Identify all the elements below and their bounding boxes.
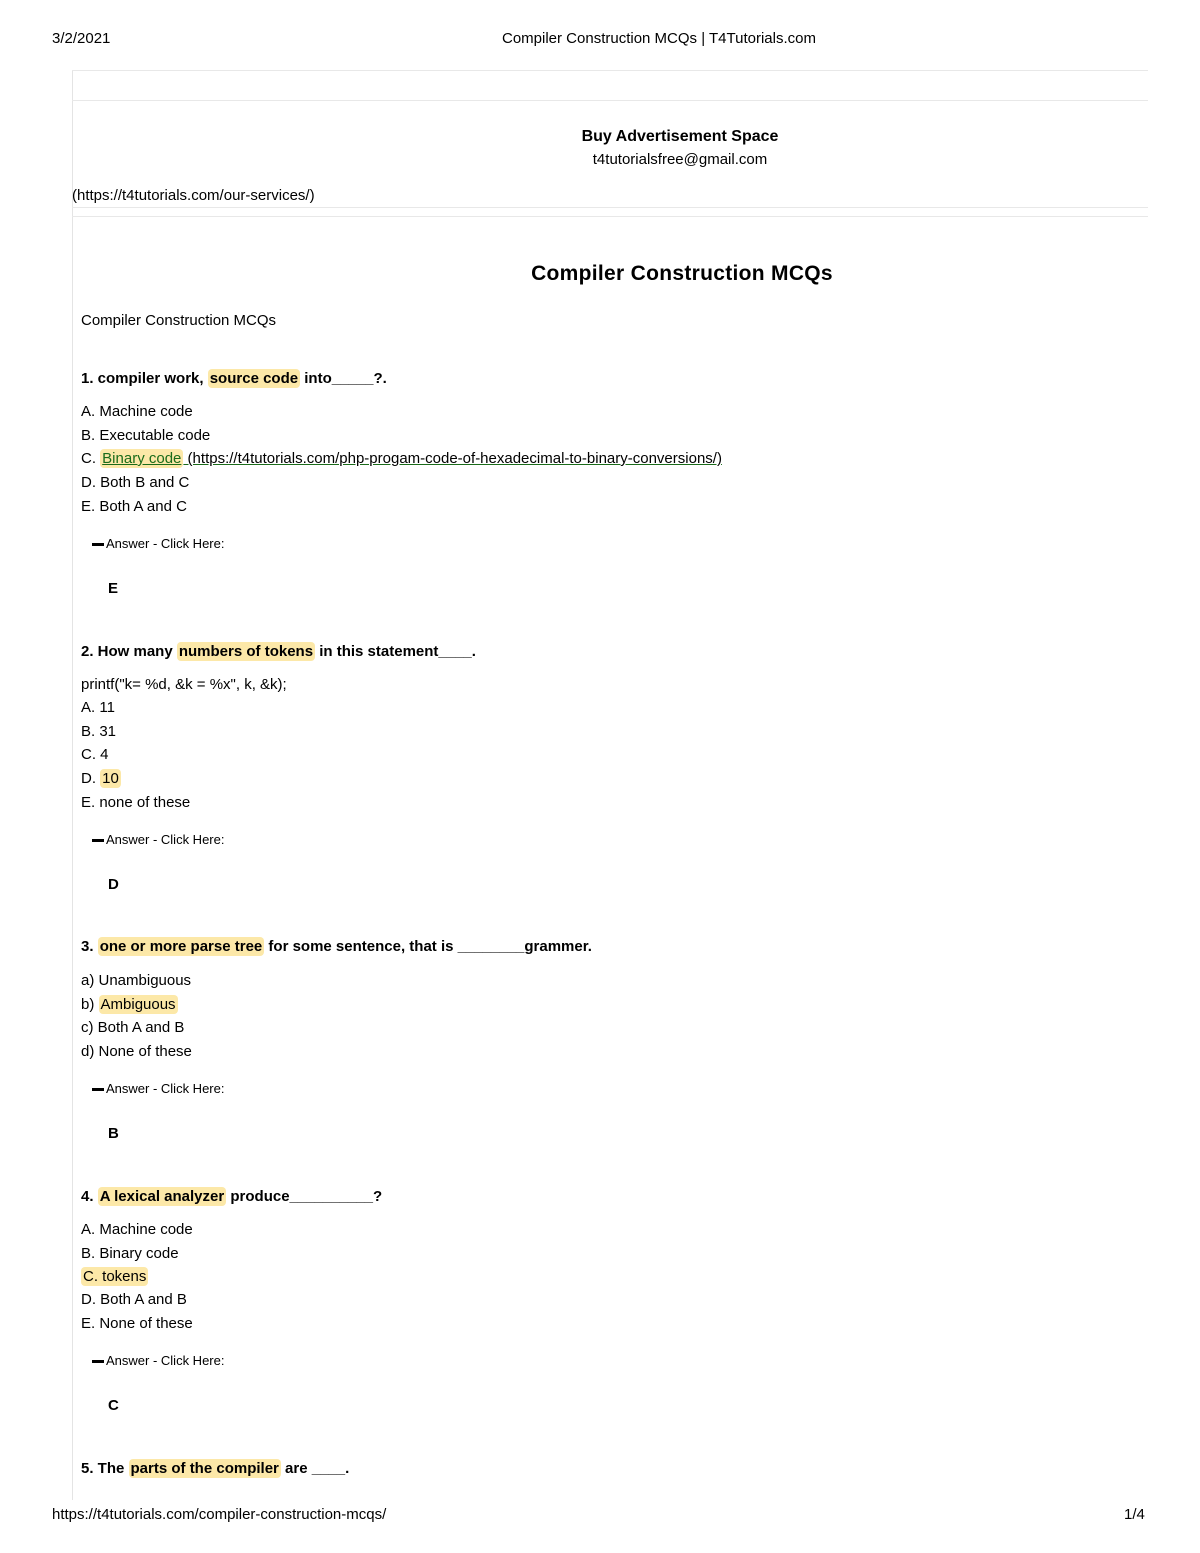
question-text: 1. compiler work,: [81, 370, 208, 387]
option-b: [81, 996, 178, 1013]
print-footer-url: https://t4tutorials.com/compiler-construction-mcqs/: [52, 1506, 387, 1523]
advert-link[interactable]: (https://t4tutorials.com/our-services/): [72, 187, 315, 204]
advert-title: Buy Advertisement Space: [581, 128, 779, 145]
option-c: C. 4: [81, 746, 109, 763]
option-e: E. None of these: [81, 1315, 193, 1332]
question-3: [81, 938, 592, 955]
answer-value: B: [108, 1125, 119, 1142]
answer-toggle-label: Answer - Click Here:: [106, 832, 225, 847]
option-a: a) Unambiguous: [81, 972, 192, 989]
minus-icon: [92, 1360, 104, 1363]
highlight: C. tokens: [83, 1268, 147, 1285]
answer-toggle-label: Answer - Click Here:: [106, 536, 225, 551]
question-1: [81, 370, 387, 387]
question-2: [81, 643, 476, 660]
option-e: E. Both A and C: [81, 498, 187, 515]
answer-value: E: [108, 580, 119, 597]
highlight: numbers of tokens: [178, 643, 314, 660]
answer-toggle-label: Answer - Click Here:: [106, 1081, 225, 1096]
divider: [72, 216, 1148, 217]
question-text: in this statement____.: [315, 643, 476, 660]
question-5: [81, 1460, 349, 1477]
option-b: B. Binary code: [81, 1245, 179, 1262]
question-4: [81, 1188, 382, 1205]
divider: [72, 100, 1148, 101]
answer-toggle[interactable]: [92, 536, 224, 551]
divider: [72, 70, 1148, 71]
answer-value: D: [108, 876, 119, 893]
option-d: d) None of these: [81, 1043, 192, 1060]
highlight: one or more parse tree: [99, 938, 263, 955]
print-title: Compiler Construction MCQs | T4Tutorials.com: [502, 30, 816, 47]
highlight: A lexical analyzer: [99, 1188, 225, 1205]
question-text: 3.: [81, 938, 98, 955]
answer-toggle[interactable]: [92, 1081, 224, 1096]
question-text: 2. How many: [81, 643, 177, 660]
option-a: A. 11: [81, 699, 115, 716]
advert-email[interactable]: t4tutorialsfree@gmail.com: [592, 151, 768, 168]
option-prefix: D.: [81, 770, 101, 787]
question-text: are ____.: [280, 1460, 350, 1477]
print-page-number: 1/4: [1124, 1506, 1145, 1523]
option-prefix: b): [81, 996, 99, 1013]
question-text: into_____?.: [300, 370, 387, 387]
option-c: c) Both A and B: [81, 1019, 185, 1036]
answer-toggle[interactable]: [92, 832, 224, 847]
question-text: 4.: [81, 1188, 98, 1205]
option-d: [81, 770, 121, 787]
question-text: for some sentence, that is ________grammer.: [264, 938, 592, 955]
option-b: B. Executable code: [81, 427, 211, 444]
minus-icon: [92, 1088, 104, 1091]
option-e: E. none of these: [81, 794, 191, 811]
highlight: 10: [102, 770, 119, 787]
question-text: produce__________?: [226, 1188, 383, 1205]
highlight: parts of the compiler: [130, 1460, 279, 1477]
answer-toggle[interactable]: [92, 1353, 224, 1368]
question-text: 5. The: [81, 1460, 129, 1477]
binary-code-link[interactable]: Binary code: [102, 450, 182, 467]
option-prefix: C.: [81, 450, 101, 467]
option-a: A. Machine code: [81, 1221, 193, 1238]
code-statement: printf("k= %d, &k = %x", k, &k);: [81, 676, 287, 693]
page-subtitle: Compiler Construction MCQs: [81, 312, 277, 329]
print-date: 3/2/2021: [52, 30, 111, 47]
minus-icon: [92, 839, 104, 842]
option-b: B. 31: [81, 723, 117, 740]
option-d: D. Both A and B: [81, 1291, 187, 1308]
option-c: [81, 1268, 148, 1285]
option-a: A. Machine code: [81, 403, 193, 420]
divider: [72, 207, 1148, 208]
answer-value: C: [108, 1397, 119, 1414]
highlight: source code: [209, 370, 299, 387]
answer-toggle-label: Answer - Click Here:: [106, 1353, 225, 1368]
binary-code-url[interactable]: (https://t4tutorials.com/php-progam-code-of-hexadecimal-to-binary-conversions/): [183, 450, 722, 467]
option-c: [81, 450, 722, 467]
page-title: Compiler Construction MCQs: [531, 262, 833, 285]
minus-icon: [92, 543, 104, 546]
option-d: D. Both B and C: [81, 474, 190, 491]
highlight: Ambiguous: [100, 996, 176, 1013]
